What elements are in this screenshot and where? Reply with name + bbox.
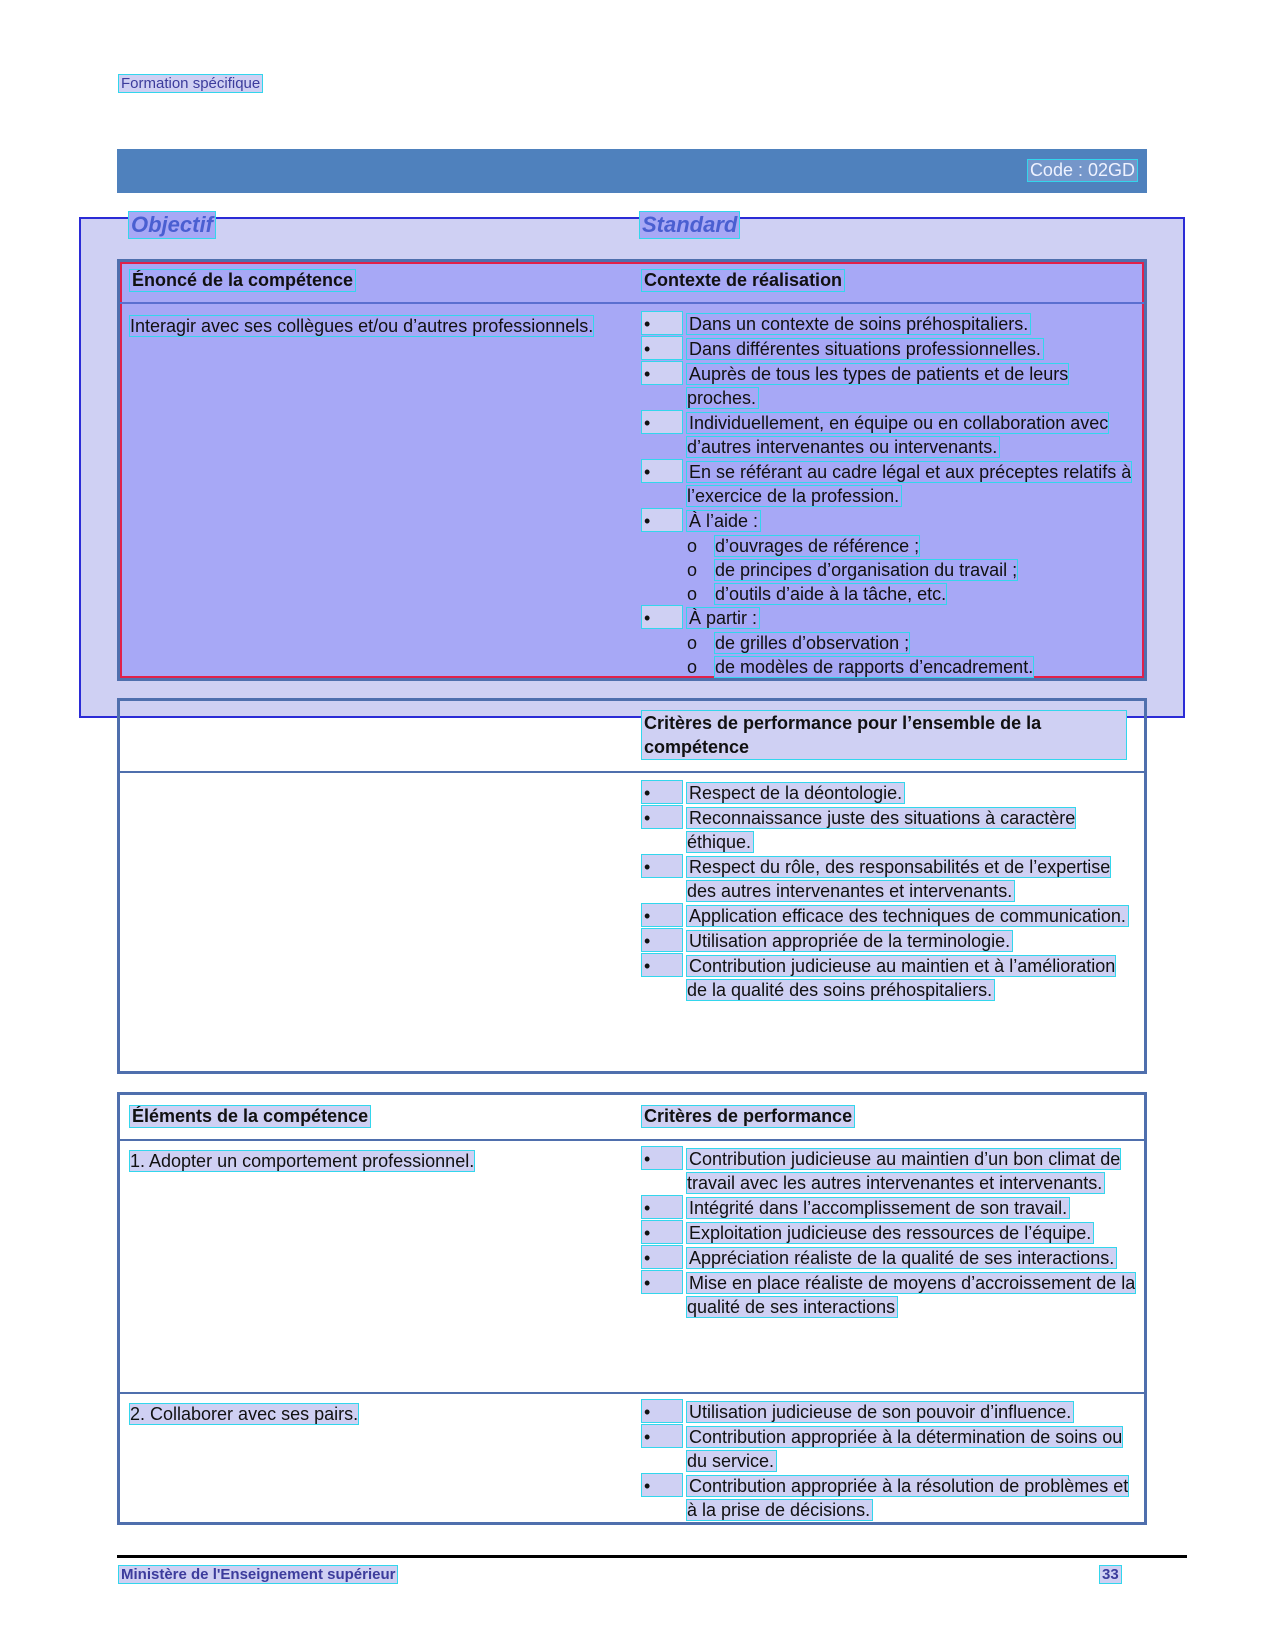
bullet-icon: •	[642, 954, 682, 976]
sub-list-item	[687, 558, 1137, 582]
list-item	[642, 312, 1137, 336]
elements-table-header	[120, 1095, 1144, 1141]
list-item	[642, 460, 1137, 508]
elements-table	[117, 1092, 1147, 1525]
sub-list-item-text: de principes d’organisation du travail ;	[715, 560, 1018, 580]
criteria-overall-header: Critères de performance pour l’ensemble de la compétence	[642, 711, 1126, 759]
criteria-table	[117, 698, 1147, 1074]
bullet-icon: •	[642, 1196, 682, 1218]
context-list	[642, 312, 1137, 679]
list-item-text: Utilisation judicieuse de son pouvoir d’influence.	[689, 1402, 1072, 1422]
list-item	[642, 1425, 1137, 1473]
sub-list-item-text: d’ouvrages de référence ;	[715, 536, 920, 556]
circle-bullet-icon: o	[687, 536, 698, 556]
bullet-icon: •	[642, 362, 682, 384]
list-item	[642, 606, 1137, 630]
list-item-text: Contribution judicieuse au maintien d’un bon climat de travail avec les autres intervenantes et intervenants.	[687, 1149, 1121, 1193]
running-header: Formation spécifique	[121, 75, 261, 92]
objective-title: Objectif	[131, 212, 213, 237]
bullet-icon: •	[642, 337, 682, 359]
list-item	[642, 1221, 1137, 1245]
bullet-icon: •	[642, 1400, 682, 1422]
code-label: Code : 02GD	[1029, 160, 1135, 180]
bullet-icon: •	[642, 411, 682, 433]
bullet-icon: •	[642, 460, 682, 482]
list-item-text: Respect du rôle, des responsabilités et de l’expertise des autres intervenantes et intervenants.	[687, 857, 1111, 901]
list-item	[642, 855, 1137, 903]
bullet-icon: •	[642, 1246, 682, 1268]
bullet-icon: •	[642, 1221, 682, 1243]
list-item-text: Application efficace des techniques de communication.	[689, 906, 1126, 926]
list-item	[642, 954, 1137, 1002]
table-row	[120, 1392, 1144, 1525]
list-item-text: Auprès de tous les types de patients et de leurs proches.	[687, 364, 1069, 408]
bullet-icon: •	[642, 1474, 682, 1496]
footer-rule	[117, 1555, 1187, 1558]
bullet-icon: •	[642, 904, 682, 926]
list-item-text: En se référant au cadre légal et aux préceptes relatifs à l’exercice de la profession.	[687, 462, 1132, 506]
criteria-list	[642, 781, 1137, 1003]
list-item-text: Respect de la déontologie.	[689, 783, 903, 803]
list-item-text: Individuellement, en équipe ou en collaboration avec d’autres intervenantes ou intervenants.	[687, 413, 1109, 457]
bullet-icon: •	[642, 1147, 682, 1169]
sub-list-item	[687, 534, 1137, 558]
context-header: Contexte de réalisation	[644, 270, 843, 290]
bullet-icon: •	[642, 509, 682, 531]
circle-bullet-icon: o	[687, 584, 698, 604]
context-table-header	[120, 262, 1144, 304]
circle-bullet-icon: o	[687, 633, 698, 653]
list-item	[642, 1474, 1137, 1522]
element-text: 2. Collaborer avec ses pairs.	[130, 1404, 359, 1424]
list-item	[642, 1271, 1137, 1319]
list-item-text: Exploitation judicieuse des ressources de l’équipe.	[689, 1223, 1092, 1243]
partir-label: À partir :	[689, 608, 758, 628]
list-item	[642, 929, 1137, 953]
sub-list-item-text: de modèles de rapports d’encadrement.	[715, 657, 1034, 677]
list-item	[642, 1196, 1137, 1220]
competency-statement	[130, 314, 620, 338]
list-item-text: Utilisation appropriée de la terminologie.	[689, 931, 1011, 951]
list-item-text: Dans un contexte de soins préhospitaliers.	[689, 314, 1029, 334]
list-item	[642, 337, 1137, 361]
list-item	[642, 1400, 1137, 1424]
list-item	[642, 806, 1137, 854]
bullet-icon: •	[642, 606, 682, 628]
bullet-icon: •	[642, 1271, 682, 1293]
sub-list-item-text: de grilles d’observation ;	[715, 633, 910, 653]
performance-header: Critères de performance	[644, 1106, 853, 1126]
bullet-icon: •	[642, 929, 682, 951]
list-item-text: Contribution judicieuse au maintien et à l’amélioration de la qualité des soins préhospitaliers.	[687, 956, 1116, 1000]
list-item	[642, 411, 1137, 459]
list-item-text: Appréciation réaliste de la qualité de ses interactions.	[689, 1248, 1115, 1268]
list-item	[642, 1147, 1137, 1195]
code-bar	[117, 149, 1147, 193]
context-table	[117, 259, 1147, 681]
criteria-table-header	[120, 701, 1144, 773]
competency-statement-text: Interagir avec ses collègues et/ou d’autres professionnels.	[130, 316, 594, 336]
circle-bullet-icon: o	[687, 657, 698, 677]
sub-list-item	[687, 655, 1137, 679]
standard-title: Standard	[642, 212, 738, 237]
bullet-icon: •	[642, 312, 682, 334]
sub-list-item	[687, 582, 1137, 606]
element-text: 1. Adopter un comportement professionnel.	[130, 1151, 475, 1171]
bullet-icon: •	[642, 806, 682, 828]
bullet-icon: •	[642, 781, 682, 803]
list-item-text: Reconnaissance juste des situations à caractère éthique.	[687, 808, 1076, 852]
statement-header: Énoncé de la compétence	[132, 270, 354, 290]
list-item	[642, 509, 1137, 533]
table-row	[120, 1141, 1144, 1392]
bullet-icon: •	[642, 1425, 682, 1447]
list-item-text: Intégrité dans l’accomplissement de son travail.	[689, 1198, 1068, 1218]
aide-label: À l’aide :	[689, 511, 759, 531]
list-item-text: Mise en place réaliste de moyens d’accroissement de la qualité de ses interactions	[687, 1273, 1136, 1317]
list-item	[642, 904, 1137, 928]
list-item-text: Dans différentes situations professionnelles.	[689, 339, 1041, 359]
sub-list-item-text: d’outils d’aide à la tâche, etc.	[715, 584, 947, 604]
bullet-icon: •	[642, 855, 682, 877]
sub-list-item	[687, 631, 1137, 655]
list-item	[642, 781, 1137, 805]
elements-header: Éléments de la compétence	[132, 1106, 369, 1126]
list-item	[642, 362, 1137, 410]
footer-ministry: Ministère de l'Enseignement supérieur	[121, 1566, 396, 1583]
page-number: 33	[1102, 1566, 1119, 1583]
list-item-text: Contribution appropriée à la résolution de problèmes et à la prise de décisions.	[687, 1476, 1129, 1520]
circle-bullet-icon: o	[687, 560, 698, 580]
list-item	[642, 1246, 1137, 1270]
list-item-text: Contribution appropriée à la détermination de soins ou du service.	[687, 1427, 1123, 1471]
